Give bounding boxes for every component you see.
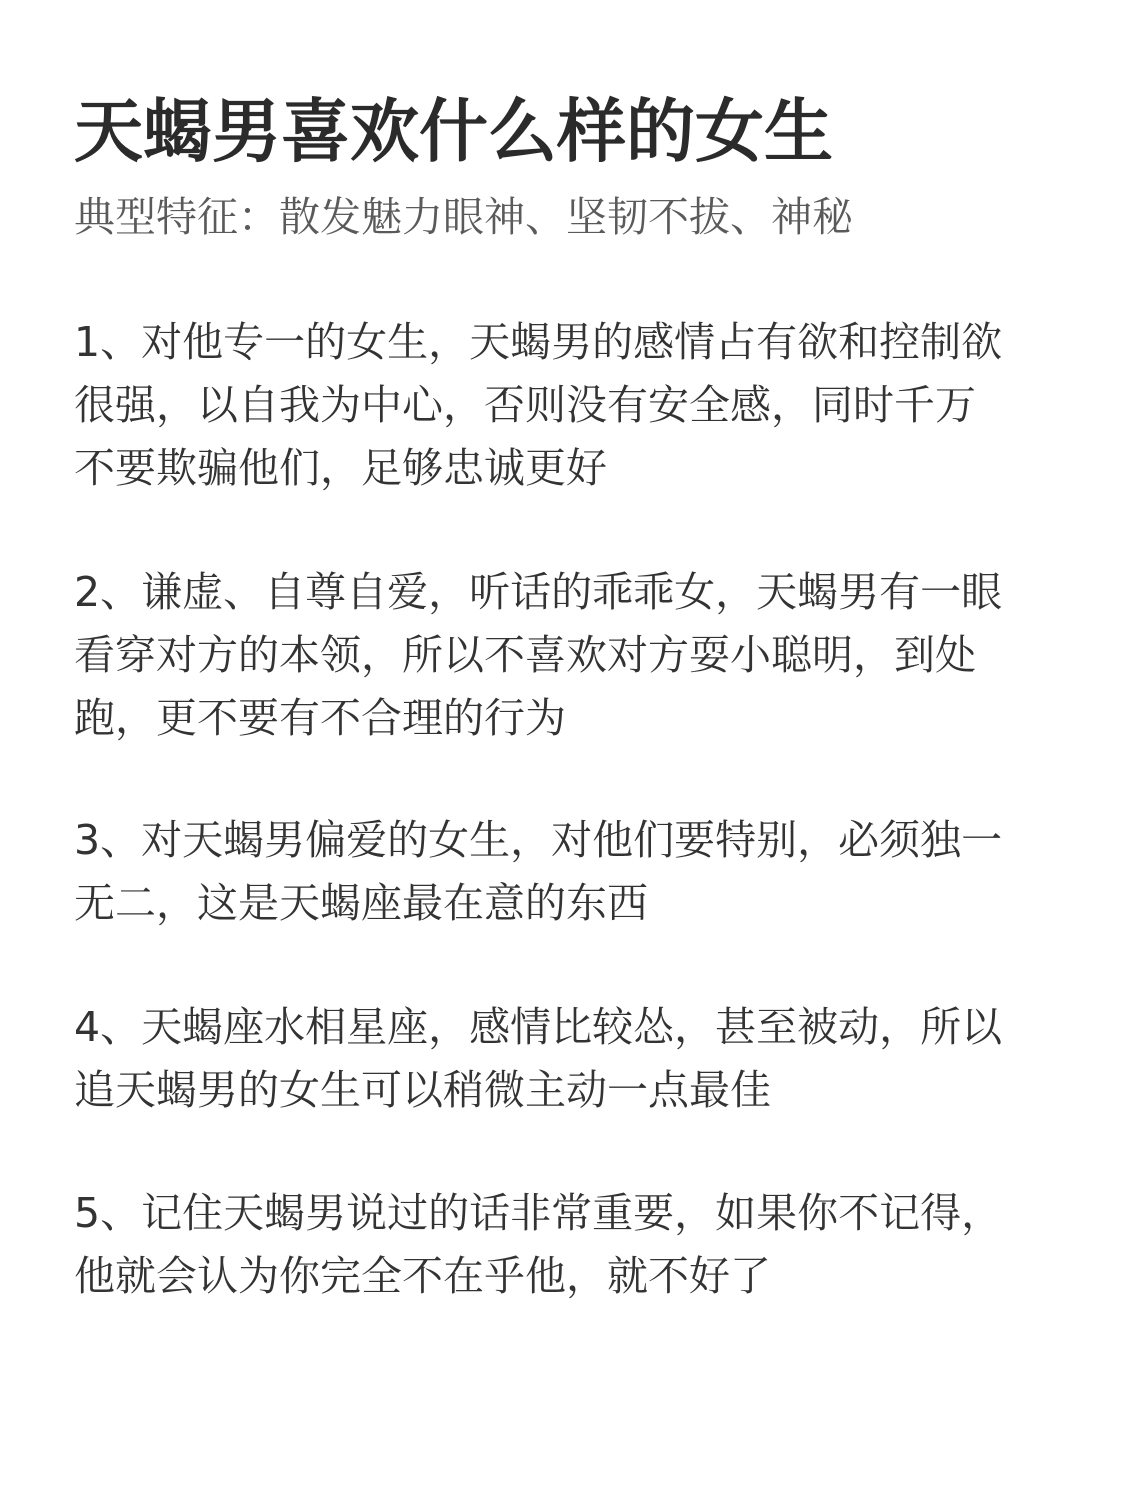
point-3 — [74, 809, 1054, 935]
point-line: 很强，以自我为中心，否则没有安全感，同时千万 — [74, 381, 976, 429]
point-4 — [74, 996, 1054, 1122]
point-line: 1、对他专一的女生，天蝎男的感情占有欲和控制欲 — [74, 318, 1003, 366]
point-line: 看穿对方的本领，所以不喜欢对方耍小聪明，到处 — [74, 631, 976, 679]
point-line: 跑，更不要有不合理的行为 — [74, 694, 566, 742]
point-line: 2、谦虚、自尊自爱，听话的乖乖女，天蝎男有一眼 — [74, 568, 1003, 616]
point-line: 他就会认为你完全不在乎他，就不好了 — [74, 1252, 771, 1300]
point-1 — [74, 311, 1054, 500]
subtitle: 典型特征：散发魅力眼神、坚韧不拔、神秘 — [74, 193, 853, 241]
point-line: 无二，这是天蝎座最在意的东西 — [74, 879, 648, 927]
page-title: 天蝎男喜欢什么样的女生 — [74, 92, 833, 172]
point-line: 追天蝎男的女生可以稍微主动一点最佳 — [74, 1066, 771, 1114]
point-line: 5、记住天蝎男说过的话非常重要，如果你不记得， — [74, 1189, 1003, 1237]
point-2 — [74, 561, 1054, 750]
point-5 — [74, 1182, 1054, 1308]
point-line: 3、对天蝎男偏爱的女生，对他们要特别，必须独一 — [74, 816, 1003, 864]
point-line: 不要欺骗他们，足够忠诚更好 — [74, 444, 607, 492]
point-line: 4、天蝎座水相星座，感情比较怂，甚至被动，所以 — [74, 1003, 1003, 1051]
